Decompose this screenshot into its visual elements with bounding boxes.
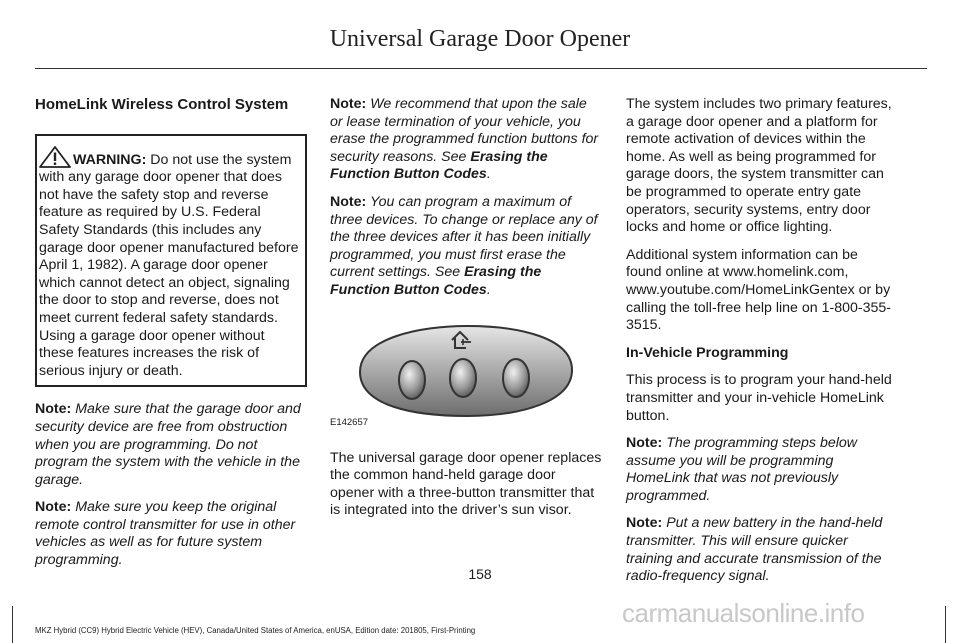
note-body: We recommend that upon the sale or lease termination of your vehicle, you erase the programmed function buttons for security reasons. See: [330, 96, 599, 165]
crop-mark: [12, 606, 13, 643]
note-body: Make sure you keep the original remote control transmitter for use in other vehicles as well as for future system programming.: [35, 499, 296, 569]
erasing-codes-link[interactable]: Erasing the Function Button Codes: [330, 148, 548, 183]
note-body: Put a new battery in the hand-held transmitter. This will ensure quicker training and accurate transmission of the radio-frequency signal.: [626, 515, 883, 585]
warning-body: Do not use the system with any garage door opener that does not have the safety stop and reverse feature as required by U.S. Federal Safety Standards (this includes any garage door opener manufactured before April 1, 1982). A garage door opener which cannot detect an object, signaling the door to stop and reverse, does not meet current federal safety standards. Using a garage door opener without these features increases the risk of serious injury or death.: [39, 151, 299, 379]
title-rule: [35, 68, 927, 69]
warning-text: [37, 146, 305, 381]
warning-triangle-icon: [39, 146, 71, 168]
erasing-codes-link[interactable]: Erasing the Function Button Codes: [330, 264, 542, 298]
note-body: You can program a maximum of three devices. To change or replace any of the three devices after it has been initially programmed, you must first erase the current settings. See: [330, 193, 598, 281]
section-heading: HomeLink Wireless Control System: [35, 96, 289, 113]
note-erase-on-sale: [330, 96, 603, 184]
additional-info-paragraph: Additional system information can be found online at www.homelink.com, www.youtube.com/HomeLinkGentex or by calling the toll-free help line on 1-800-355-3515.: [626, 246, 891, 334]
edition-footer: MKZ Hybrid (CC9) Hybrid Electric Vehicle (HEV), Canada/United States of America, enUSA, Edition date: 201805, First-Printing: [35, 626, 476, 635]
subsection-heading: In-Vehicle Programming: [626, 344, 789, 361]
watermark: carmanualsonline.info: [622, 598, 865, 628]
note-body: The programming steps below assume you will be programming HomeLink that was not previously programmed.: [626, 435, 858, 504]
note-label: Note:: [330, 193, 367, 210]
system-features-paragraph: The system includes two primary features, a garage door opener and a platform for remote activation of devices within the home. As well as being programmed for garage doors, the system transmitter can be programmed to operate entry gate operators, security systems, entry door locks and home or office lighting.: [626, 96, 892, 236]
note-label: Note:: [35, 499, 72, 516]
note-end: .: [486, 281, 491, 298]
note-keep-remote: [35, 499, 307, 569]
note-body: Make sure that the garage door and security device are free from obstruction when you are programming. Do not program the system with the vehicle in the garage.: [35, 401, 301, 488]
crop-mark: [945, 606, 946, 643]
homelink-transmitter-illustration: [330, 310, 603, 438]
column-1: [35, 96, 307, 580]
warning-box: [35, 134, 307, 388]
homelink-transmitter-drawing: [330, 310, 603, 438]
note-obstruction: [35, 401, 307, 489]
note-label: Note:: [330, 96, 367, 112]
note-label: Note:: [626, 435, 663, 452]
note-end: .: [486, 166, 491, 183]
note-label: Note:: [626, 515, 663, 532]
note-not-previously-programmed: [626, 435, 896, 505]
note-label: Note:: [35, 401, 72, 418]
transmitter-button-3: [503, 359, 529, 397]
page-title: Universal Garage Door Opener: [329, 26, 631, 52]
note-max-devices: [330, 194, 603, 300]
column-3: [626, 96, 896, 596]
transmitter-button-2: [450, 359, 476, 397]
transmitter-button-1: [399, 361, 425, 399]
figure-code: E142657: [330, 416, 369, 428]
page-number: 158: [468, 566, 492, 582]
warning-label: WARNING:: [73, 151, 147, 168]
programming-intro: This process is to program your hand-held transmitter and your in-vehicle HomeLink button.: [626, 372, 892, 424]
column-2: [330, 96, 603, 530]
garage-opener-description: The universal garage door opener replaces the common hand-held garage door opener with a three-button transmitter that is integrated into the driver’s sun visor.: [330, 449, 602, 519]
